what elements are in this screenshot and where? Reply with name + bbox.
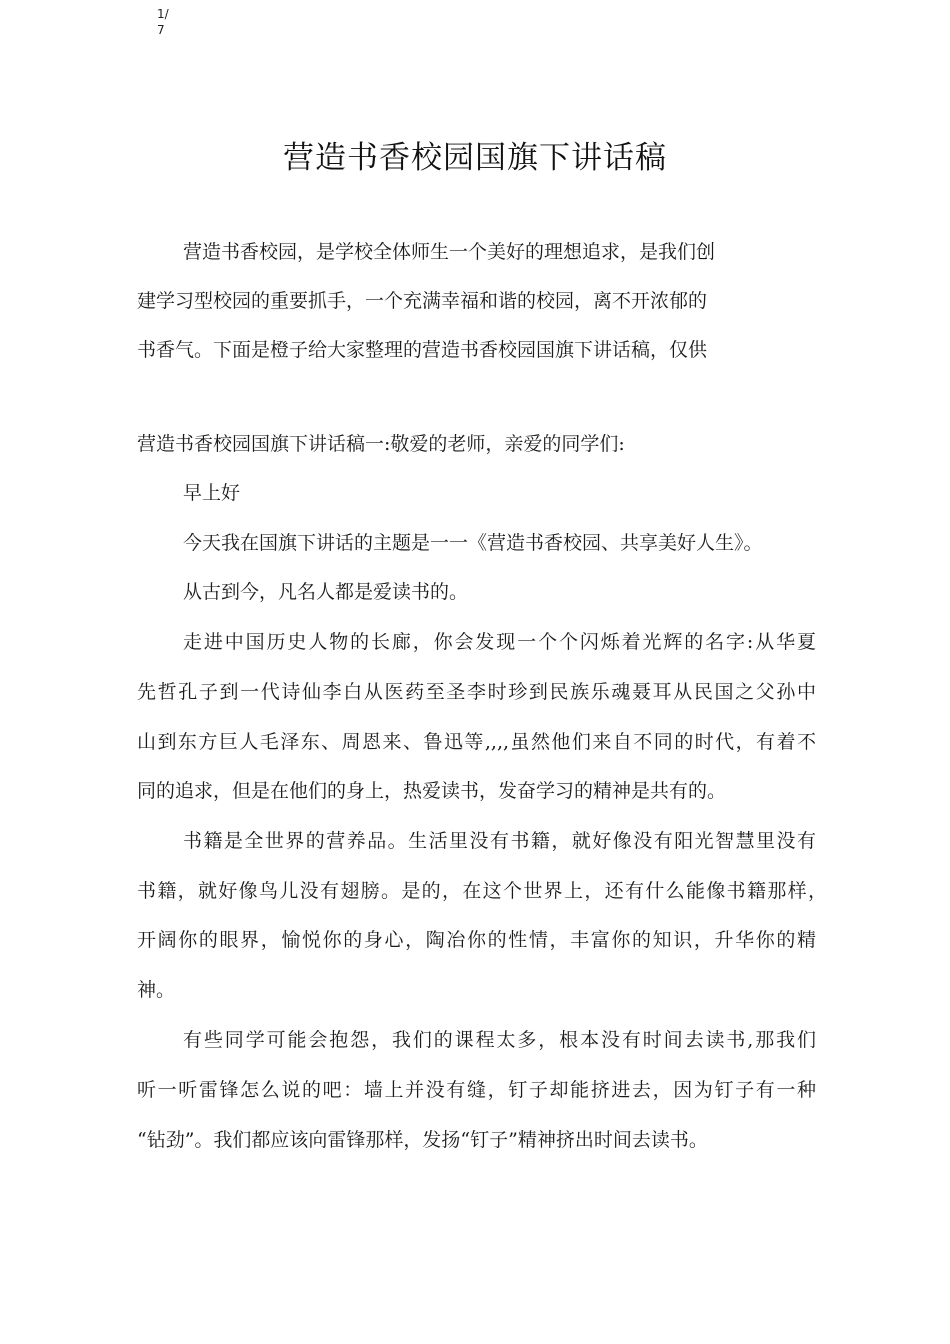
page-number: 1/ 7 [157,7,169,37]
intro-line-2: 建学习型校园的重要抓手，一个充满幸福和谐的校园，离不开浓郁的 [137,290,708,312]
intro-line-3: 书香气。下面是橙子给大家整理的营造书香校园国旗下讲话稿，仅供 [137,339,708,361]
books-line-4: 神。 [137,979,176,1001]
since-ancient-line: 从古到今，凡名人都是爱读书的。 [183,581,469,603]
books-line-1: 书籍是全世界的营养品。生活里没有书籍，就好像没有阳光智慧里没有 [183,830,816,852]
books-line-3: 开阔你的眼界，愉悦你的身心，陶冶你的性情，丰富你的知识，升华你的精 [137,929,816,951]
topic-line: 今天我在国旗下讲话的主题是一一《营造书香校园、共享美好人生》。 [183,532,763,554]
history-line-2: 先哲孔子到一代诗仙李白从医药至圣李时珍到民族乐魂聂耳从民国之父孙中 [137,681,816,703]
speech-heading: 营造书香校园国旗下讲话稿一:敬爱的老师，亲爱的同学们: [137,433,625,455]
books-line-2: 书籍，就好像鸟儿没有翅膀。是的，在这个世界上，还有什么能像书籍那样， [137,880,827,902]
intro-line-1: 营造书香校园，是学校全体师生一个美好的理想追求，是我们创 [183,241,716,263]
document-title: 营造书香校园国旗下讲话稿 [283,140,667,176]
history-line-1: 走进中国历史人物的长廊，你会发现一个个闪烁着光辉的名字:从华夏 [183,631,816,653]
nail-line-2: 听一听雷锋怎么说的吧：墙上并没有缝，钉子却能挤进去，因为钉子有一种 [137,1079,816,1101]
nail-line-1: 有些同学可能会抱怨，我们的课程太多，根本没有时间去读书,那我们 [183,1029,816,1051]
history-line-3: 山到东方巨人毛泽东、周恩来、鲁迅等,,,,虽然他们来自不同的时代，有着不 [137,731,816,753]
greeting: 早上好 [183,482,241,504]
history-line-4: 同的追求，但是在他们的身上，热爱读书，发奋学习的精神是共有的。 [137,780,727,802]
nail-line-3: “钻劲”。我们都应该向雷锋那样，发扬“钉子”精神挤出时间去读书。 [137,1129,708,1151]
